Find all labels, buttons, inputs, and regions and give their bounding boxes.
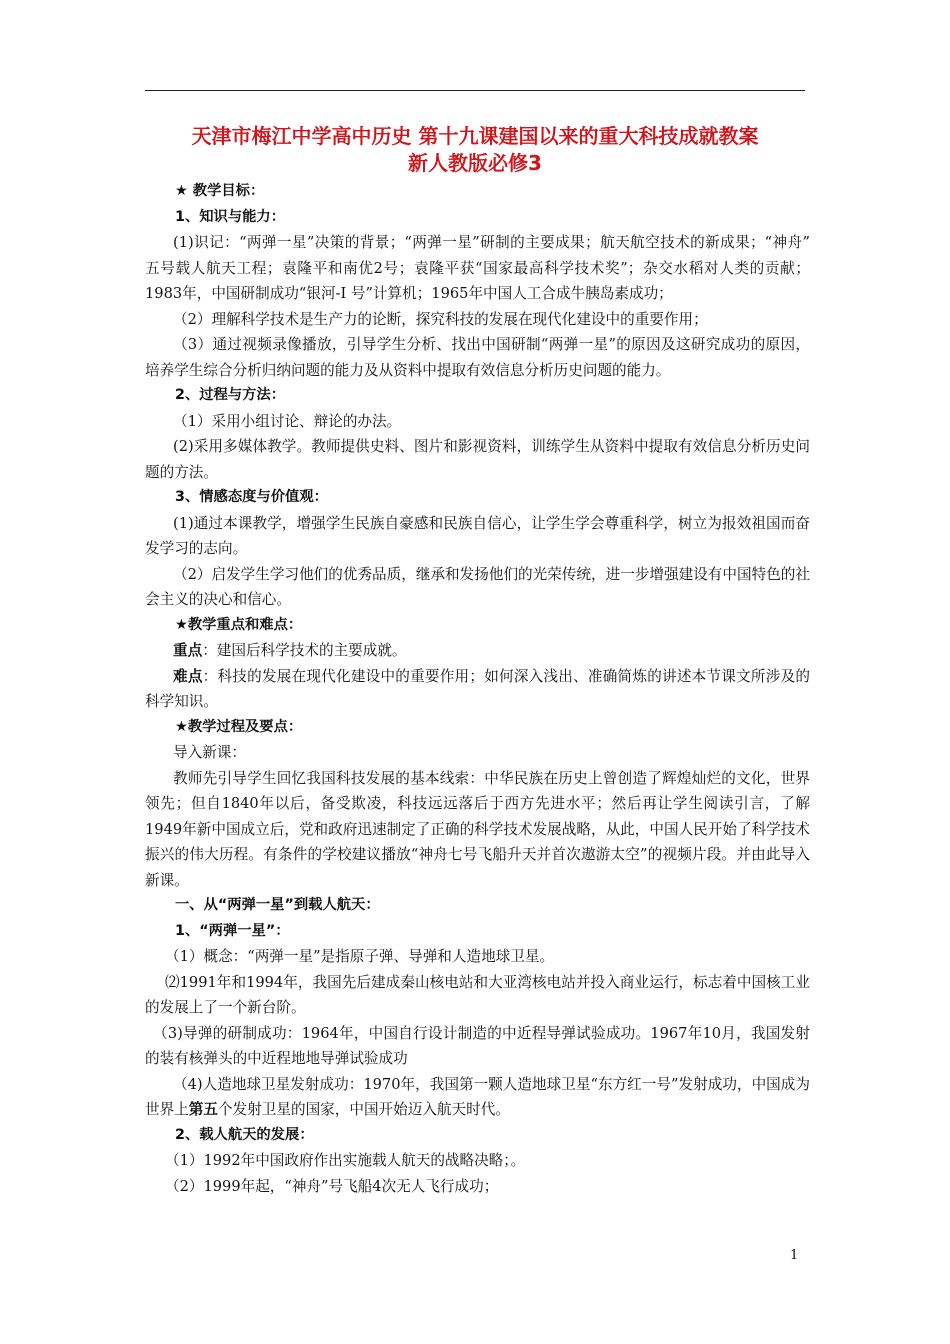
bomb-item-1: （1）概念：“两弹一星”是指原子弹、导弹和人造地球卫星。 — [165, 948, 555, 965]
process-method-item-1: （1）采用小组讨论、辩论的办法。 — [173, 412, 402, 430]
process-method-item-2: (2)采用多媒体教学。教师提供史料、图片和影视资料，训练学生从资料中提取有效信息分析历史问题的方法。 — [145, 438, 810, 481]
process-method-heading: 2、过程与方法： — [175, 387, 286, 403]
bomb-item-4-emphasis: 第五 — [188, 1101, 218, 1118]
intro-label: 导入新课： — [173, 744, 246, 761]
bomb-item-2: ⑵1991年和1994年，我国先后建成秦山核电站和大亚湾核电站并投入商业运行，标志着中国核工业的发展上了一个新台阶。 — [145, 973, 810, 1016]
difficult-point-label: 难点 — [173, 667, 203, 685]
subsection-1-heading: 1、“两弹一星”： — [175, 922, 290, 939]
header-rule — [145, 90, 805, 91]
document-body — [145, 179, 810, 1199]
page-number: 1 — [790, 1248, 799, 1263]
process-heading: ★教学过程及要点： — [175, 718, 303, 735]
key-point-text: ：建国后科学技术的主要成就。 — [202, 642, 407, 659]
document-title-line1: 天津市梅江中学高中历史 第十九课建国以来的重大科技成就教案 — [191, 124, 759, 148]
knowledge-item-3: （3）通过视频录像播放，引导学生分析、找出中国研制“两弹一星”的原因及这研究成功的原因，培养学生综合分析归纳问题的能力及从资料中提取有效信息分析历史问题的能力。 — [145, 336, 810, 379]
intro-text: 教师先引导学生回忆我国科技发展的基本线索：中华民族在历史上曾创造了辉煌灿烂的文化，世界领先；但自1840年以后，备受欺凌，科技远远落后于西方先进水平；然后再让学生阅读引言，了解1949年新中国成立后，党和政府迅速制定了正确的科学技术发展战略，从此，中国人民开始了科学技术振兴的伟大历程。有条件的学校建议播放“神舟七号飞船升天并首次遨游太空”的视频片段。并由此导入新课。 — [145, 769, 810, 889]
bomb-item-4-a: （4)人造地球卫星发射成功：1970年，我国第一颗人造地球卫星“东方红一号”发射成功，中国成为世界上 — [145, 1075, 810, 1118]
section-1-heading: 一、从“两弹一星”到载人航天： — [175, 897, 380, 913]
bomb-item-4 — [145, 1072, 810, 1123]
manned-item-1: （1）1992年中国政府作出实施载人航天的战略决略；。 — [165, 1152, 526, 1169]
bomb-item-4-c: 个发射卫星的国家，中国开始迈入航天时代。 — [218, 1101, 510, 1118]
key-point-label: 重点 — [173, 642, 203, 659]
emotion-item-1: (1)通过本课教学，增强学生民族自豪感和民族自信心，让学生学会尊重科学，树立为报效祖国而奋发学习的志向。 — [145, 514, 810, 557]
key-point — [145, 638, 810, 664]
document-title-line2: 新人教版必修3 — [408, 151, 542, 175]
emotion-heading: 3、情感态度与价值观： — [175, 489, 328, 505]
knowledge-item-2: （2）理解科学技术是生产力的论断，探究科技的发展在现代化建设中的重要作用； — [173, 310, 708, 328]
difficult-point — [145, 664, 810, 715]
manned-item-2: （2）1999年起，“神舟”号飞船4次无人飞行成功； — [165, 1177, 499, 1195]
subsection-2-heading: 2、载人航天的发展： — [175, 1126, 314, 1143]
bomb-item-3: （3)导弹的研制成功：1964年，中国自行设计制造的中近程导弹试验成功。1967年10月，我国发射的装有核弹头的中近程地地导弹试验成功 — [145, 1024, 810, 1067]
knowledge-heading: 1、知识与能力： — [175, 208, 286, 225]
difficult-point-text: ：科技的发展在现代化建设中的重要作用；如何深入浅出、准确简炼的讲述本节课文所涉及的科学知识。 — [145, 667, 810, 710]
emotion-item-2: （2）启发学生学习他们的优秀品质，继承和发扬他们的光荣传统，进一步增强建设有中国特色的社会主义的决心和信心。 — [145, 565, 810, 608]
knowledge-item-1: (1)识记：“两弹一星”决策的背景；“两弹一星”研制的主要成果；航天航空技术的新成果；“神舟” 五号载人航天工程；袁隆平和南优2号；袁隆平获“国家最高科学技术奖”；杂交水稻对人类的贡献；1983年，中国研制成功“银河-Ⅰ 号”计算机；1965年中国人工合成牛胰岛素成功； — [145, 234, 810, 302]
keypoints-heading: ★教学重点和难点： — [175, 616, 303, 633]
objectives-heading: ★ 教学目标： — [175, 183, 265, 199]
